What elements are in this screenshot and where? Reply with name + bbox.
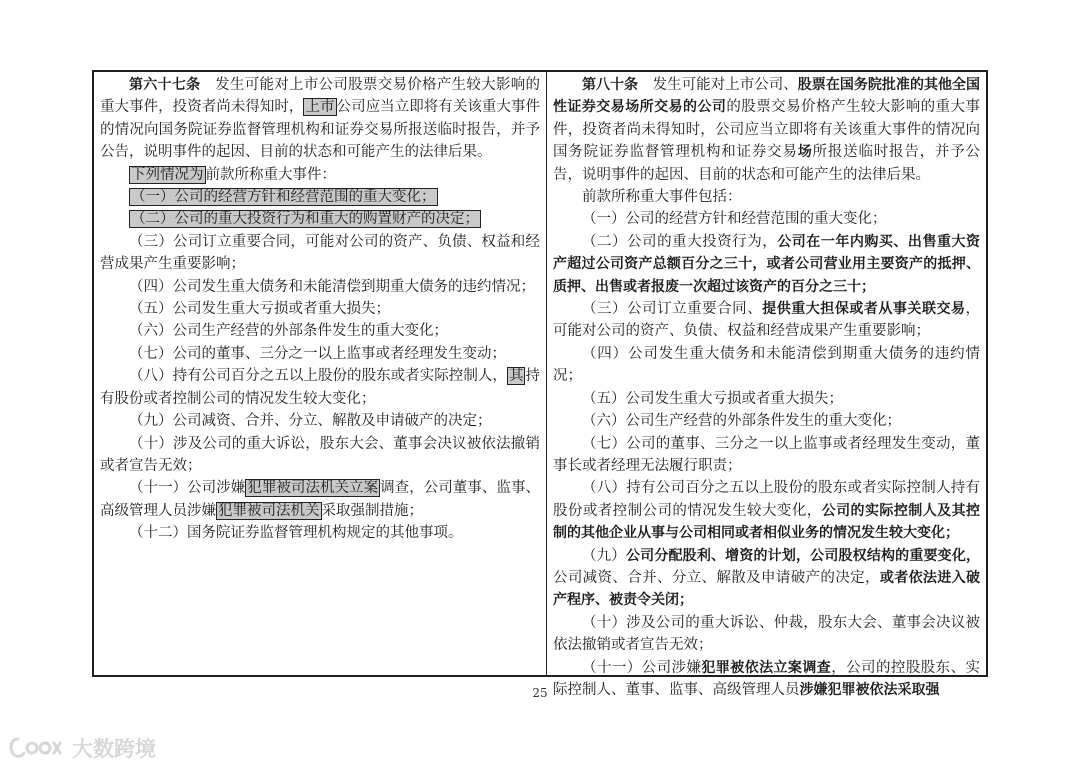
- right-item-2: （二）公司的重大投资行为，公司在一年内购买、出售重大资产超过公司资产总额百分之三十，或者公司营业用主要资产的抵押、质押、出售或者报废一次超过该资产的百分之三十；: [552, 233, 980, 295]
- right-item-10: （十）涉及公司的重大诉讼、仲裁，股东大会、董事会决议被依法撤销或者宣告无效；: [552, 614, 980, 654]
- left-article-title: 第六十七条: [129, 77, 201, 93]
- left-item-1: （一）公司的经营方针和经营范围的重大变化；: [131, 189, 436, 206]
- left-item-4: （四）公司发生重大债务和未能清偿到期重大债务的违约情况；: [129, 278, 535, 295]
- right-item-8: （八）持有公司百分之五以上股份的股东或者实际控制人持有股份或者控制公司的情况发生较大变化，公司的实际控制人及其控制的其他企业从事与公司相同或者相似业务的情况发生较大变化；: [552, 480, 980, 542]
- left-item-8: （八）持有公司百分之五以上股份的股东或者实际控制人， 其 持有股份或者控制公司的情况发生较大变化；: [100, 368, 540, 407]
- left-highlight-xialie: 下列情况为: [131, 166, 204, 183]
- left-item-3: （三）公司订立重要合同，可能对公司的资产、负债、权益和经营成果产生重要影响；: [100, 233, 540, 273]
- left-item-6: （六）公司生产经营的外部条件发生的重大变化；: [129, 323, 448, 340]
- left-item-12: （十二）国务院证券监督管理机构规定的其他事项。: [129, 525, 463, 542]
- left-paragraph-67: 第六十七条 发生可能对上市公司股票交易价格产生较大影响的重大事件，投资者尚未得知时， 上市 公司应当立即将有关该重大事件的情况向国务院证券监督管理机构和证券交易所报送临时报告，并予公告，说明事件的起因、目前的状态和可能产生的法律后果。: [100, 77, 540, 161]
- left-column-old-law: [94, 72, 547, 675]
- right-article-title: 第八十条: [581, 77, 639, 93]
- left-highlight-shangshi: 上市: [305, 99, 335, 116]
- left-item-2: （二）公司的重大投资行为和重大的购置财产的决定；: [131, 211, 479, 228]
- right-item-6: （六）公司生产经营的外部条件发生的重大变化；: [581, 413, 901, 430]
- left-item-9: （九）公司减资、合并、分立、解散及申请破产的决定；: [129, 413, 492, 430]
- right-item-7: （七）公司的董事、三分之一以上监事或者经理发生变动，董事长或者经理无法履行职责；: [552, 435, 980, 474]
- watermark-text: 大数跨境: [72, 737, 156, 761]
- right-item-11: （十一）公司涉嫌犯罪被依法立案调查，公司的控股股东、实际控制人、董事、监事、高级管理人员涉嫌犯罪被依法采取强: [552, 659, 981, 698]
- left-item-5: （五）公司发生重大亏损或者重大损失；: [129, 301, 390, 318]
- left-item-10: （十）涉及公司的重大诉讼，股东大会、董事会决议被依法撤销或者宣告无效；: [100, 435, 540, 474]
- right-column-new-law: [547, 72, 986, 698]
- left-item-7: （七）公司的董事、三分之一以上监事或者经理发生变动；: [129, 345, 506, 362]
- left-item-11: （十一）公司涉嫌 犯罪被司法机关立案 调查，公司董事、监事、高级管理人员涉嫌 犯罪被司法机关 采取强制措施；: [100, 480, 540, 519]
- right-item-3: （三）公司订立重要合同、提供重大担保或者从事关联交易，可能对公司的资产、负债、权益和经营成果产生重要影响；: [552, 301, 981, 340]
- right-paragraph-80: 第八十条 发生可能对上市公司、股票在国务院批准的其他全国性证券交易场所交易的公司的股票交易价格产生较大影响的重大事件，投资者尚未得知时，公司应当立即将有关该重大事件的情况向国务院证券监督管理机构和证券交易场所报送临时报告，并予公告，说明事件的起因、目前的状态和可能产生的法律后果。: [552, 77, 981, 183]
- right-paragraph-events: 前款所称重大事件包括：: [581, 189, 742, 206]
- right-item-4: （四）公司发生重大债务和未能清偿到期重大债务的违约情况；: [552, 345, 980, 385]
- right-item-9: （九）公司分配股利、增资的计划，公司股权结构的重要变化，公司减资、合并、分立、解散及申请破产的决定，或者依法进入破产程序、被责令关闭；: [552, 547, 981, 609]
- page-number: 25: [532, 686, 548, 700]
- right-item-5: （五）公司发生重大亏损或者重大损失；: [581, 390, 843, 407]
- watermark-logo-icon: [8, 735, 66, 761]
- left-paragraph-events: 下列情况为 前款所称重大事件：: [131, 166, 336, 183]
- right-item-1: （一）公司的经营方针和经营范围的重大变化；: [581, 211, 887, 228]
- watermark: [8, 733, 156, 763]
